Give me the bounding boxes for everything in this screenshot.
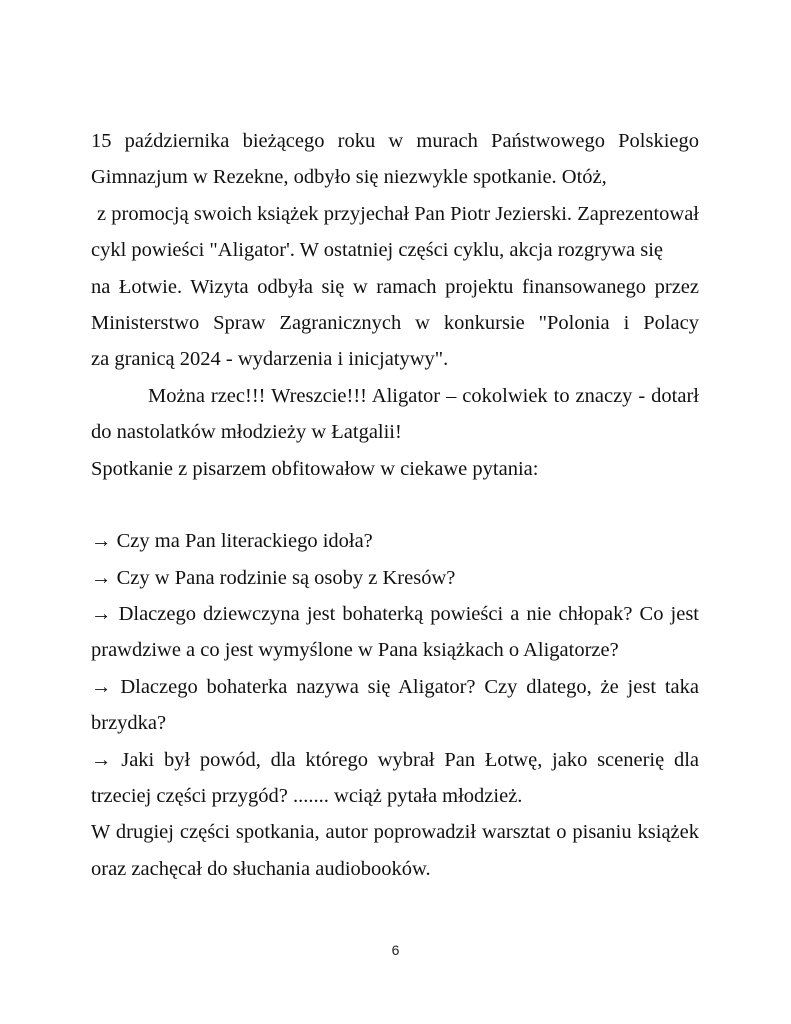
text-line: na Łotwie. Wizyta odbyła się w ramach projektu finansowanego przez <box>91 275 699 298</box>
question-item: → Czy ma Pan literackiego idoła? <box>91 530 373 553</box>
text-line: Można rzec!!! Wreszcie!!! Aligator – cokolwiek to znaczy - dotarł <box>148 384 699 407</box>
text-line: W drugiej części spotkania, autor poprowadził warsztat o pisaniu książek <box>91 821 699 844</box>
text-line: brzydka? <box>91 712 167 735</box>
question-item <box>91 669 699 742</box>
text-line: cykl powieści "Aligator'. W ostatniej części cyklu, akcja rozgrywa się <box>91 239 664 262</box>
text-line: do nastolatków młodzieży w Łatgalii! <box>91 421 402 444</box>
text-line: prawdziwe a co jest wymyślone w Pana książkach o Aligatorze? <box>91 639 619 662</box>
question-item <box>91 742 699 815</box>
text-line: Ministerstwo Spraw Zagranicznych w konkursie "Polonia i Polacy <box>91 311 699 334</box>
text-line: → Dlaczego dziewczyna jest bohaterką powieści a nie chłopak? Co jest <box>91 603 699 626</box>
text-line: za granicą 2024 - wydarzenia i inicjatywy". <box>91 348 449 371</box>
text-line: → Dlaczego bohaterka nazywa się Aligator? Czy dlatego, że jest taka <box>91 675 699 698</box>
paragraph-1 <box>91 123 699 378</box>
paragraph-spacer <box>91 487 699 523</box>
paragraph-2 <box>91 378 699 487</box>
closing-paragraph <box>91 814 699 887</box>
text-line: Spotkanie z pisarzem obfitowałow w ciekawe pytania: <box>91 457 539 480</box>
text-line: → Jaki był powód, dla którego wybrał Pan Łotwę, jako scenerię dla <box>91 748 699 771</box>
question-item <box>91 596 699 669</box>
questions-list <box>91 523 699 814</box>
text-line: Gimnazjum w Rezekne, odbyło się niezwykle spotkanie. Otóż, <box>91 166 607 189</box>
text-line: trzeciej części przygód? ....... wciąż pytała młodzież. <box>91 785 523 808</box>
text-line: 15 października bieżącego roku w murach Państwowego Polskiego <box>91 130 699 152</box>
page-number: 6 <box>391 942 400 958</box>
text-line: oraz zachęcał do słuchania audiobooków. <box>91 857 431 880</box>
question-item: → Czy w Pana rodzinie są osoby z Kresów? <box>91 566 456 589</box>
body-text <box>91 123 699 887</box>
text-line: z promocją swoich książek przyjechał Pan Piotr Jezierski. Zaprezentował <box>97 202 699 225</box>
